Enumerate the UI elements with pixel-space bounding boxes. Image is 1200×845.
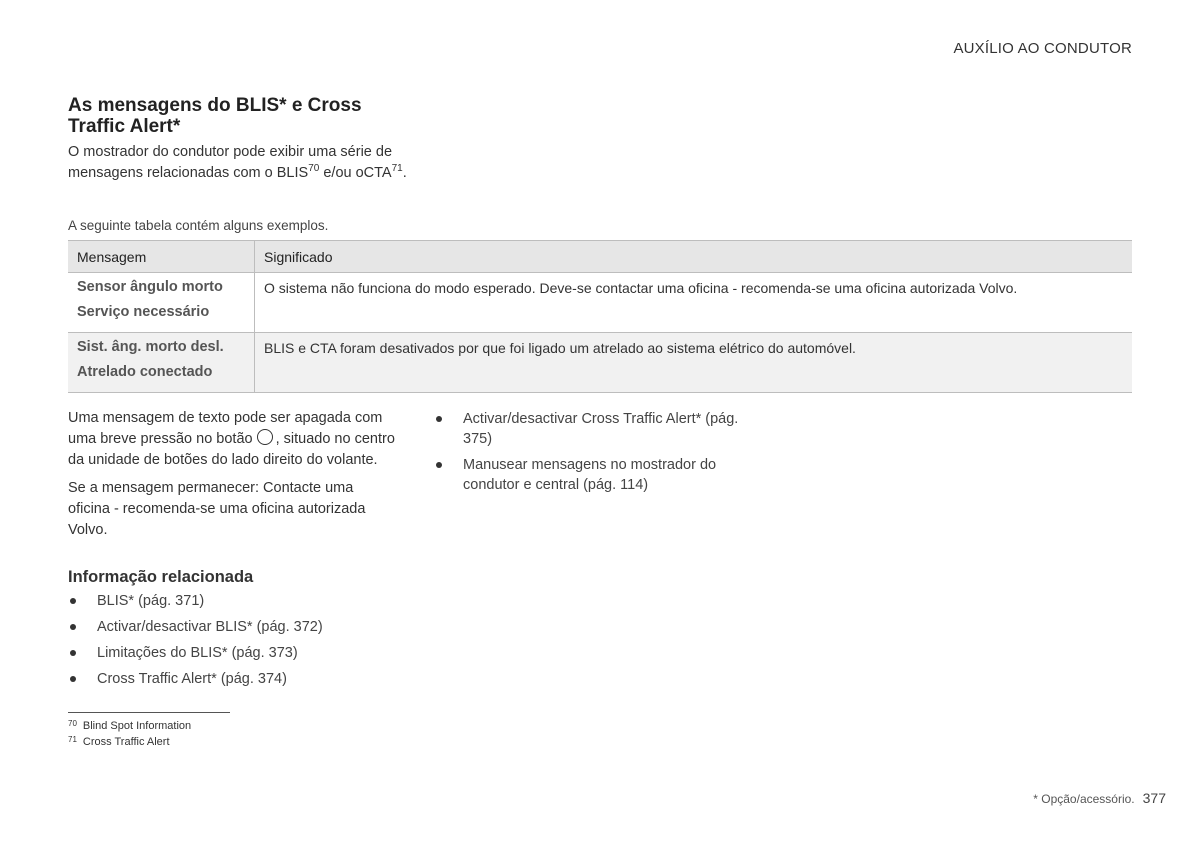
message-cell bbox=[68, 333, 255, 393]
related-links-left bbox=[68, 591, 398, 695]
footnote-number: 71 bbox=[68, 735, 77, 744]
footnote bbox=[68, 733, 191, 749]
intro-text-3: . bbox=[402, 165, 407, 181]
footnote-number: 70 bbox=[68, 719, 77, 728]
table-caption: A seguinte tabela contém alguns exemplos. bbox=[68, 218, 329, 233]
meaning-cell bbox=[255, 333, 1133, 393]
list-item[interactable] bbox=[68, 591, 398, 611]
column-header-meaning: Significado bbox=[255, 241, 1133, 273]
bullet-icon bbox=[436, 462, 442, 468]
footnote-ref-70[interactable]: 70 bbox=[308, 163, 320, 175]
option-note: * Opção/acessório. bbox=[1033, 792, 1135, 806]
bullet-icon bbox=[436, 416, 442, 422]
list-item[interactable] bbox=[68, 617, 398, 637]
message-line: Serviço necessário bbox=[77, 304, 210, 320]
list-item[interactable] bbox=[434, 409, 764, 449]
related-link[interactable]: Activar/desactivar BLIS* (pág. 372) bbox=[97, 619, 323, 635]
message-line: Atrelado conectado bbox=[77, 364, 213, 380]
body-text-before-icon: Uma mensagem de texto pode ser apagada com uma breve pressão no botão bbox=[68, 410, 383, 447]
related-link[interactable]: Cross Traffic Alert* (pág. 374) bbox=[97, 671, 287, 687]
body-paragraph: Se a mensagem permanecer: Contacte uma oficina - recomenda-se uma oficina autorizada Volvo. bbox=[68, 480, 366, 538]
related-link[interactable]: Limitações do BLIS* (pág. 373) bbox=[97, 645, 298, 661]
intro-text-1: O mostrador do condutor pode exibir uma série de mensagens relacionadas com o BLIS bbox=[68, 144, 393, 181]
list-item[interactable] bbox=[68, 643, 398, 663]
bullet-icon bbox=[70, 650, 76, 656]
footnotes bbox=[68, 717, 191, 749]
meaning-cell bbox=[255, 273, 1133, 333]
bullet-icon bbox=[70, 598, 76, 604]
footnote-text: Blind Spot Information bbox=[82, 720, 192, 732]
column-header-message: Mensagem bbox=[68, 241, 255, 273]
intro-text-2: e/ou oCTA bbox=[319, 165, 392, 181]
related-link[interactable]: Manusear mensagens no mostrador do condutor e central (pág. 114) bbox=[463, 457, 717, 493]
related-link[interactable]: BLIS* (pág. 371) bbox=[97, 593, 205, 609]
table-header-row bbox=[68, 241, 1132, 273]
related-link[interactable]: Activar/desactivar Cross Traffic Alert* (pág. 375) bbox=[463, 411, 739, 447]
footnote-text: Cross Traffic Alert bbox=[82, 736, 170, 748]
message-line: Sensor ângulo morto bbox=[77, 279, 223, 295]
meaning-text: O sistema não funciona do modo esperado. Deve-se contactar uma oficina - recomenda-se uma oficina autorizada Volvo. bbox=[264, 280, 1018, 296]
footnote bbox=[68, 717, 191, 733]
list-item[interactable] bbox=[68, 669, 398, 689]
body-text-after-icon: , situado no centro da unidade de botões do lado direito do volante. bbox=[68, 431, 395, 468]
intro-paragraph bbox=[68, 142, 413, 184]
page-footer bbox=[1033, 790, 1166, 806]
body-text bbox=[68, 408, 398, 548]
list-item[interactable] bbox=[434, 455, 764, 495]
table-row bbox=[68, 333, 1132, 393]
page-title-line1: As mensagens do BLIS* e Cross bbox=[68, 95, 362, 116]
message-cell bbox=[68, 273, 255, 333]
bullet-icon bbox=[70, 624, 76, 630]
body-paragraph bbox=[68, 408, 398, 471]
messages-table bbox=[68, 240, 1132, 393]
related-info-heading: Informação relacionada bbox=[68, 568, 254, 586]
page-title bbox=[68, 95, 408, 137]
page-number: 377 bbox=[1142, 790, 1166, 806]
footnote-ref-71[interactable]: 71 bbox=[391, 163, 403, 175]
section-header: AUXÍLIO AO CONDUTOR bbox=[953, 40, 1132, 57]
bullet-icon bbox=[70, 676, 76, 682]
table-row bbox=[68, 273, 1132, 333]
meaning-text: BLIS e CTA foram desativados por que foi ligado um atrelado ao sistema elétrico do automóvel. bbox=[264, 340, 856, 356]
related-links-right bbox=[434, 409, 764, 501]
page-title-line2: Traffic Alert* bbox=[68, 116, 181, 137]
message-line: Sist. âng. morto desl. bbox=[77, 339, 224, 355]
footnote-divider bbox=[68, 712, 230, 713]
round-button-icon bbox=[257, 429, 273, 445]
